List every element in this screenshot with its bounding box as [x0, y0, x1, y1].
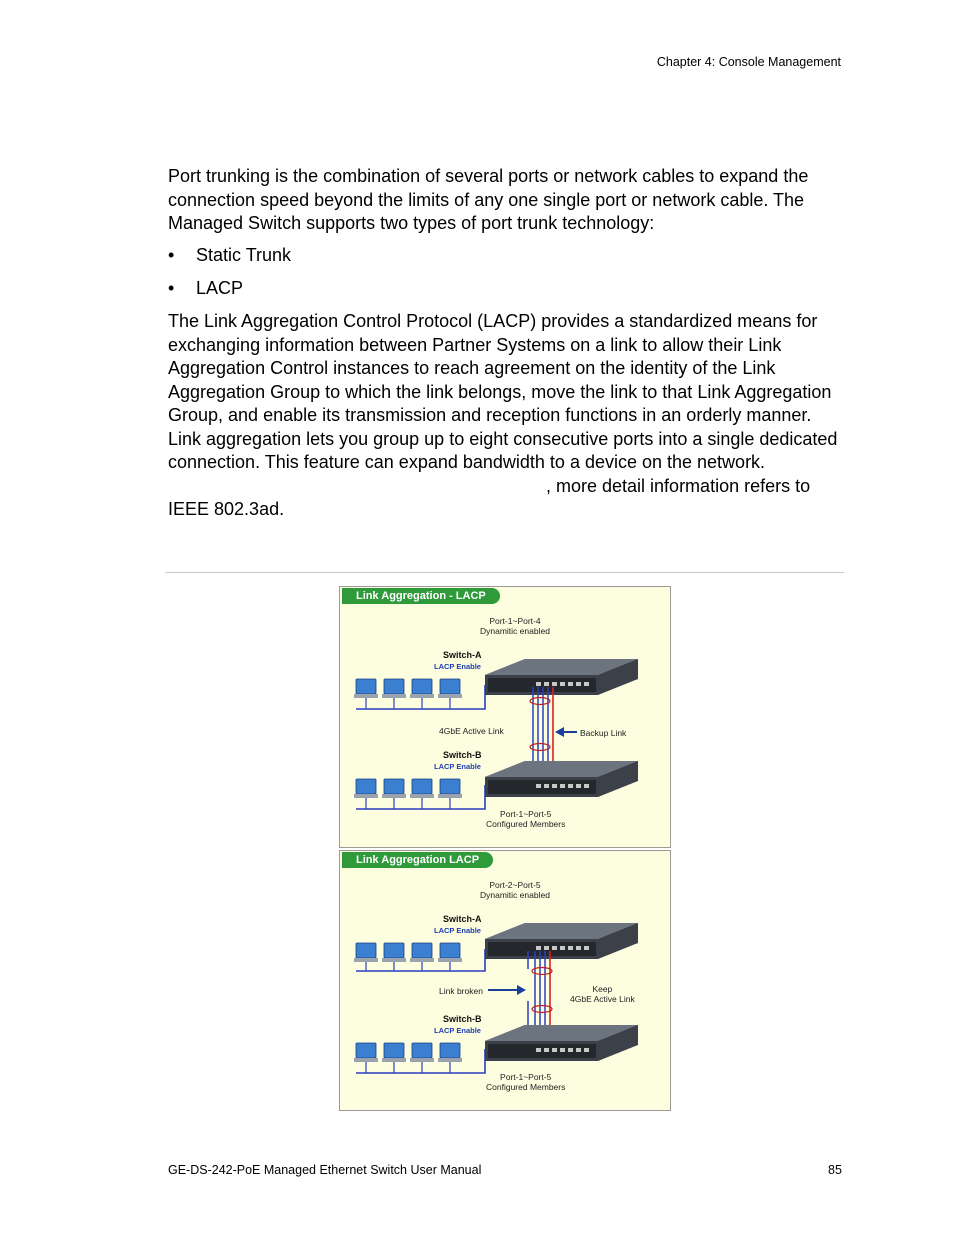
switch-a-enable: LACP Enable [434, 926, 481, 935]
footer-manual-title: GE-DS-242-PoE Managed Ethernet Switch User Manual [168, 1163, 482, 1177]
switch-b-label: Switch-B [443, 1014, 482, 1024]
switch-b-graphic [485, 1025, 638, 1061]
switch-a-enable: LACP Enable [434, 662, 481, 671]
switch-a-graphic [485, 923, 638, 959]
switch-b-label: Switch-B [443, 750, 482, 760]
pc-group-b [356, 1043, 460, 1058]
active-link-label: 4GbE Active Link [439, 726, 504, 736]
switch-a-graphic [485, 659, 638, 695]
bullet-dot: • [168, 245, 175, 265]
footer-page-number: 85 [828, 1163, 842, 1177]
intro-paragraph: Port trunking is the combination of several ports or network cables to expand the connection speed beyond the limits of any one single port or network cable. The Managed Switch supports two types of port trunk technology: [168, 166, 809, 233]
chapter-header: Chapter 4: Console Management [656, 55, 841, 69]
switch-b-enable: LACP Enable [434, 762, 481, 771]
section-divider [165, 572, 844, 573]
pc-group-a [356, 679, 460, 694]
lacp-paragraph-tail: , more detail information refers to IEEE 802.3ad. [168, 475, 811, 519]
top-ports-label: Port-1~Port-4 Dynamitic enabled [480, 616, 550, 636]
pc-group-a [356, 943, 460, 958]
link-broken-label: Link broken [439, 986, 483, 996]
pc-group-b [356, 779, 460, 794]
bullet-dot: • [168, 278, 175, 298]
bottom-ports-label: Port-1~Port-5 Configured Members [486, 1072, 566, 1092]
lacp-panel-normal [339, 586, 671, 848]
bullet-label: Static Trunk [196, 245, 292, 265]
switch-b-graphic [485, 761, 638, 797]
lacp-paragraph [168, 310, 840, 522]
top-ports-label: Port-2~Port-5 Dynamitic enabled [480, 880, 550, 900]
bullet-label: LACP [196, 278, 244, 298]
lacp-panel-broken [339, 850, 671, 1111]
panel-title: Link Aggregation LACP [342, 852, 493, 868]
switch-b-enable: LACP Enable [434, 1026, 481, 1035]
switch-a-label: Switch-A [443, 914, 482, 924]
backup-link-label: Backup Link [580, 728, 627, 738]
switch-a-label: Switch-A [443, 650, 482, 660]
bottom-ports-label: Port-1~Port-5 Configured Members [486, 809, 566, 829]
panel-title: Link Aggregation - LACP [342, 588, 500, 604]
keep-label: Keep 4GbE Active Link [570, 984, 635, 1004]
lacp-paragraph-main: The Link Aggregation Control Protocol (LACP) provides a standardized means for exchanging information between Partner Systems on a link to allow their Link Aggregation Control instances to reach agreement on the identity of the Link Aggregation Group to which the link belongs, move the link to that Link Aggregation Group, and enable its transmission and reception functions in an orderly manner. Link aggregation lets you group up to eight consecutive ports into a single dedicated connection. This feature can expand bandwidth to a device on the network. [168, 311, 838, 472]
